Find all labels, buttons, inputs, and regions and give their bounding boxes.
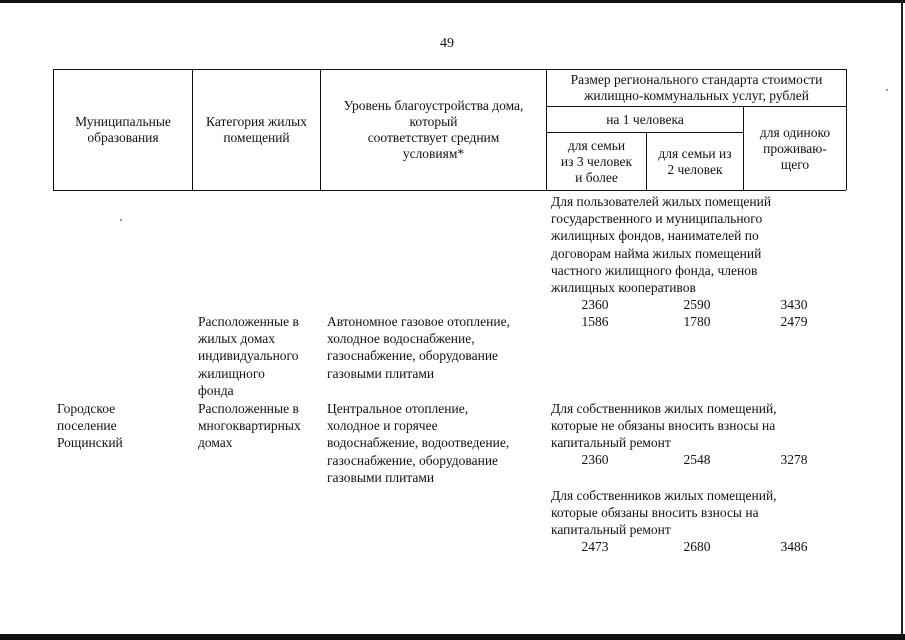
value-single: 3486	[780, 539, 808, 554]
header-improvement-level: Уровень благоустройства дома, который соответствует средним условиям*	[343, 98, 524, 161]
page-number: 49	[440, 36, 454, 51]
group-caption-users: Для пользователей жилых помещений государственного и муниципального жилищных фондов, нанимателей по договорам найма жилых помещений частного жилищного фонда, членов жилищных кооперативов	[551, 194, 772, 296]
value-single: 2479	[780, 314, 808, 329]
level-autonomous-gas: Автономное газовое отопление, холодное водоснабжение, газоснабжение, оборудование газовыми плитами	[327, 314, 510, 381]
municipality-name: Городское поселение Рощинский	[57, 401, 123, 451]
scan-speck	[120, 219, 122, 221]
header-single: для одиноко проживаю- щего	[759, 124, 831, 172]
value-family3: 2360	[581, 452, 609, 467]
value-family3: 1586	[581, 314, 609, 329]
value-family2: 2548	[683, 452, 711, 467]
value-single: 3278	[780, 452, 808, 467]
value-family3: 2473	[581, 539, 609, 554]
group-caption-owners-exempt: Для собственников жилых помещений, которые не обязаны вносить взносы на капитальный ремонт	[551, 401, 777, 451]
category-apartment: Расположенные в многоквартирных домах	[198, 401, 301, 451]
header-municipality: Муниципальные образования	[75, 114, 171, 145]
scan-right-edge	[901, 0, 903, 640]
scan-speck	[886, 89, 888, 91]
scan-bottom-border	[0, 634, 905, 640]
header-per-person: на 1 человека	[606, 111, 684, 127]
value-family2: 2680	[683, 539, 711, 554]
value-family2: 2590	[683, 297, 711, 312]
category-individual: Расположенные в жилых домах индивидуального жилищного фонда	[198, 314, 299, 398]
header-category: Категория жилых помещений	[206, 114, 307, 145]
header-family-2: для семьи из 2 человек	[658, 145, 732, 177]
level-central-heating: Центральное отопление, холодное и горячее водоснабжение, водоотведение, газоснабжение, оборудование газовыми плитами	[327, 401, 510, 485]
group-caption-owners-liable: Для собственников жилых помещений, которые обязаны вносить взносы на капитальный ремонт	[551, 488, 777, 538]
value-single: 3430	[780, 297, 808, 312]
value-family3: 2360	[581, 297, 609, 312]
header-standard-title: Размер регионального стандарта стоимости жилищно-коммунальных услуг, рублей	[570, 72, 823, 103]
scan-top-border	[0, 0, 905, 3]
header-family-3: для семьи из 3 человек и более	[560, 137, 633, 185]
value-family2: 1780	[683, 314, 711, 329]
